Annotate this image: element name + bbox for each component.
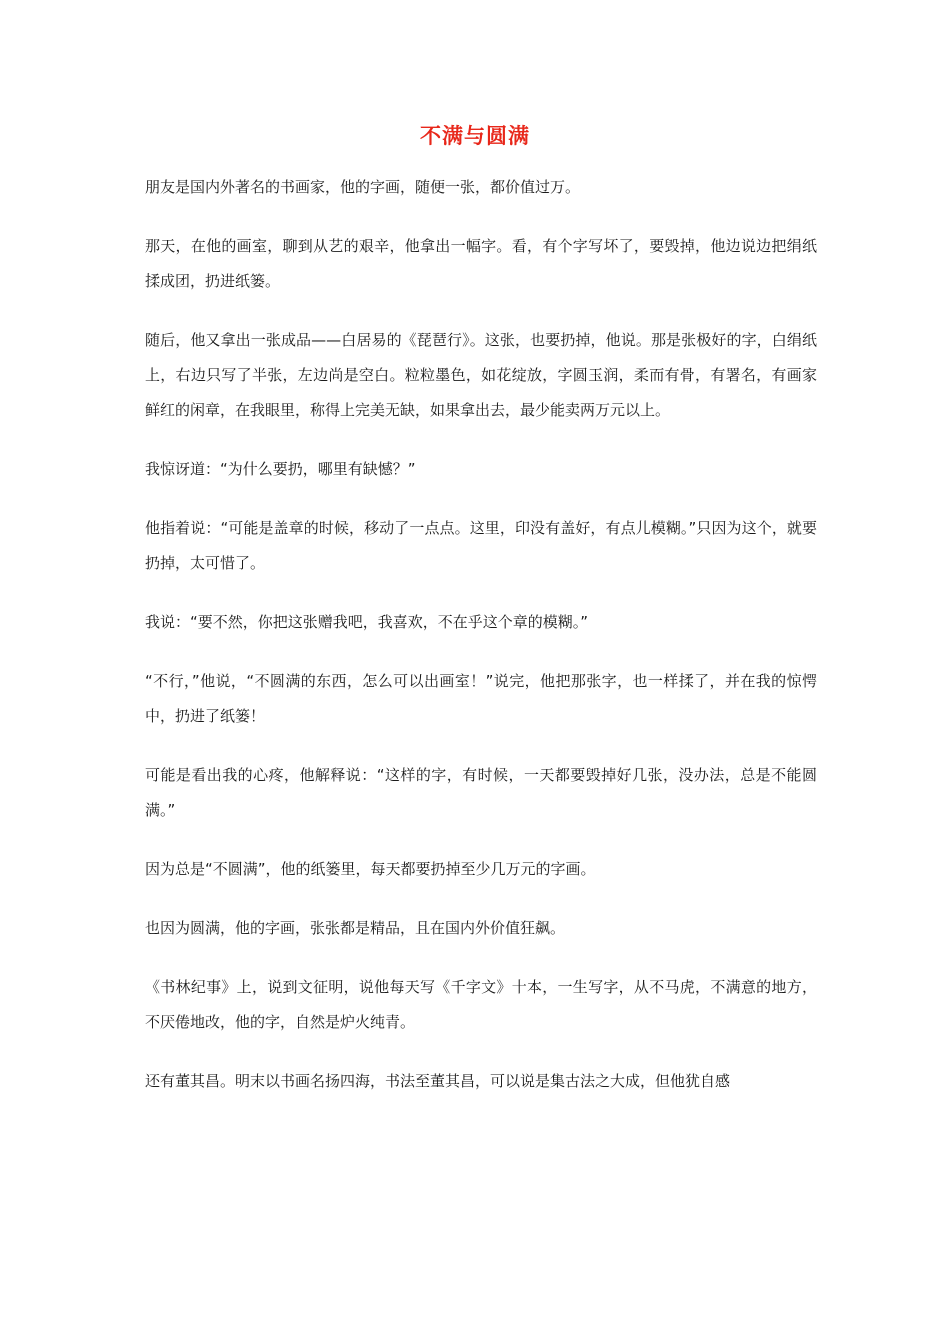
paragraph: 可能是看出我的心疼，他解释说：“这样的字，有时候，一天都要毁掉好几张，没办法，总是不能圆满。” (145, 766, 817, 819)
paragraph: 因为总是“不圆满”，他的纸篓里，每天都要扔掉至少几万元的字画。 (145, 860, 596, 878)
paragraph: 《书林纪事》上，说到文征明，说他每天写《千字文》十本，一生写字，从不马虎，不满意的地方，不厌倦地改，他的字，自然是炉火纯青。 (145, 978, 817, 1031)
paragraph: 还有董其昌。明末以书画名扬四海，书法至董其昌，可以说是集古法之大成，但他犹自感 (145, 1072, 731, 1090)
paragraph: 那天，在他的画室，聊到从艺的艰辛，他拿出一幅字。看，有个字写坏了，要毁掉，他边说边把绢纸揉成团，扔进纸篓。 (145, 237, 817, 290)
page-title: 不满与圆满 (420, 123, 530, 148)
paragraph: “不行，”他说，“不圆满的东西，怎么可以出画室！”说完，他把那张字，也一样揉了，并在我的惊愕中，扔进了纸篓！ (145, 672, 817, 725)
paragraph: 随后，他又拿出一张成品——白居易的《琵琶行》。这张，也要扔掉，他说。那是张极好的字，白绢纸上，右边只写了半张，左边尚是空白。粒粒墨色，如花绽放，字圆玉润，柔而有骨，有署名，有画家鲜红的闲章，在我眼里，称得上完美无缺，如果拿出去，最少能卖两万元以上。 (145, 331, 817, 419)
paragraph: 我说：“要不然，你把这张赠我吧，我喜欢，不在乎这个章的模糊。” (145, 613, 589, 631)
paragraph: 我惊讶道：“为什么要扔，哪里有缺憾？” (145, 460, 416, 478)
article-body (145, 170, 817, 1123)
paragraph: 他指着说：“可能是盖章的时候，移动了一点点。这里，印没有盖好，有点儿模糊。”只因为这个，就要扔掉，太可惜了。 (145, 519, 817, 572)
paragraph: 朋友是国内外著名的书画家，他的字画，随便一张，都价值过万。 (145, 178, 581, 196)
paragraph: 也因为圆满，他的字画，张张都是精品，且在国内外价值狂飙。 (145, 919, 566, 937)
